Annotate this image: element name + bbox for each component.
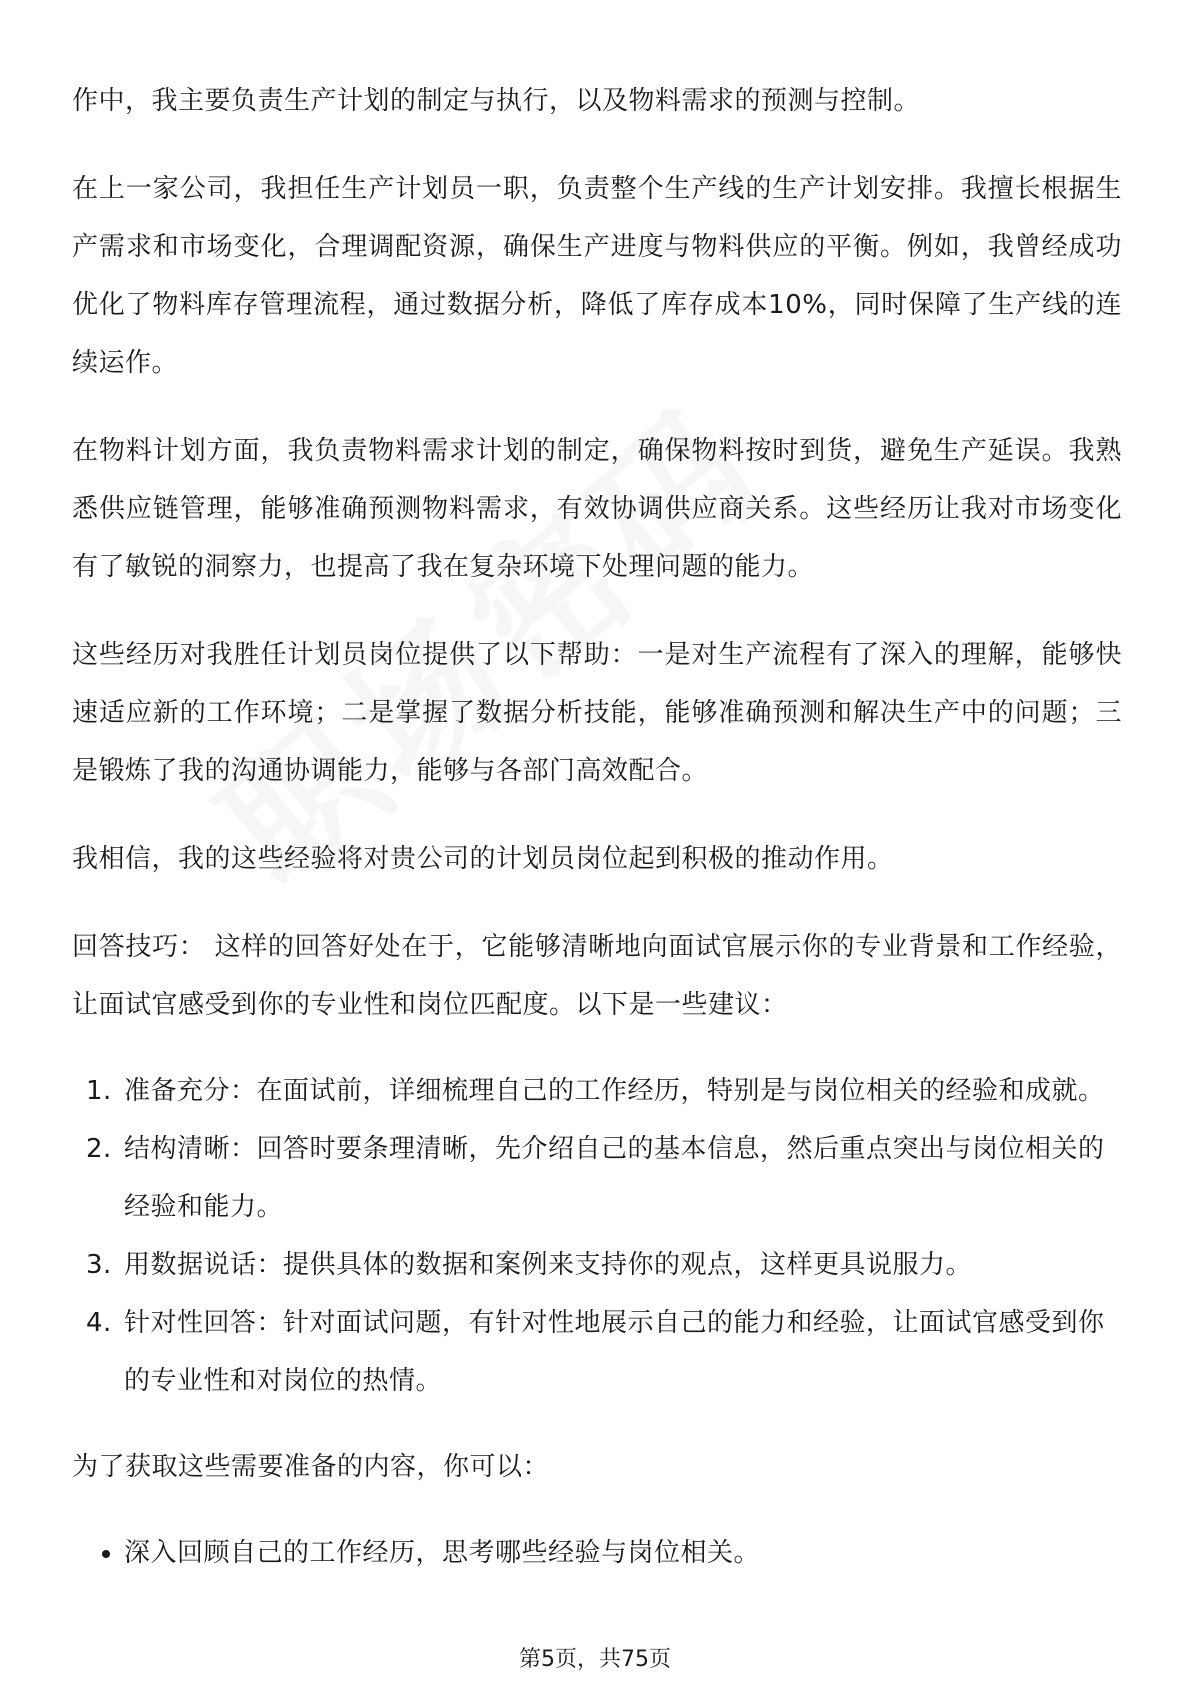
paragraph-previous-company: 在上一家公司，我担任生产计划员一职，负责整个生产线的生产计划安排。我擅长根据生产需求和市场变化，合理调配资源，确保生产进度与物料供应的平衡。例如，我曾经成功优化了物料库存管理流程，通过数据分析，降低了库存成本10%，同时保障了生产线的连续运作。 — [72, 174, 1122, 378]
list-number: 4. — [86, 1308, 112, 1338]
paragraph-material-planning: 在物料计划方面，我负责物料需求计划的制定，确保物料按时到货，避免生产延误。我熟悉供应链管理，能够准确预测物料需求，有效协调供应商关系。这些经历让我对市场变化有了敏锐的洞察力，也提高了我在复杂环境下处理问题的能力。 — [72, 436, 1122, 582]
list-number: 1. — [86, 1076, 112, 1106]
list-item — [72, 1062, 1122, 1120]
list-item-text: 针对性回答：针对面试问题，有针对性地展示自己的能力和经验，让面试官感受到你的专业性和对岗位的热情。 — [124, 1308, 1105, 1396]
bullet-item — [72, 1524, 1122, 1582]
page-content — [72, 72, 1122, 1582]
bullet-item-text: 深入回顾自己的工作经历，思考哪些经验与岗位相关。 — [124, 1538, 761, 1568]
paragraph-intro-continuation: 作中，我主要负责生产计划的制定与执行，以及物料需求的预测与控制。 — [72, 86, 921, 116]
preparation-list — [72, 1524, 1122, 1582]
tips-list — [72, 1062, 1122, 1410]
paragraph-answer-tips: 回答技巧： 这样的回答好处在于，它能够清晰地向面试官展示你的专业背景和工作经验，让面试官感受到你的专业性和岗位匹配度。以下是一些建议： — [72, 932, 1122, 1020]
list-item-text: 用数据说话：提供具体的数据和案例来支持你的观点，这样更具说服力。 — [124, 1250, 973, 1280]
bullet-dot-icon — [102, 1550, 110, 1558]
list-item-text: 结构清晰：回答时要条理清晰，先介绍自己的基本信息，然后重点突出与岗位相关的经验和能力。 — [124, 1134, 1105, 1222]
list-item-text: 准备充分：在面试前，详细梳理自己的工作经历，特别是与岗位相关的经验和成就。 — [124, 1076, 1105, 1106]
paragraph-benefits: 这些经历对我胜任计划员岗位提供了以下帮助：一是对生产流程有了深入的理解，能够快速适应新的工作环境；二是掌握了数据分析技能，能够准确预测和解决生产中的问题；三是锻炼了我的沟通协调能力，能够与各部门高效配合。 — [72, 640, 1122, 786]
list-number: 2. — [86, 1134, 112, 1164]
paragraph-preparation: 为了获取这些需要准备的内容，你可以： — [72, 1452, 550, 1482]
list-item — [72, 1120, 1122, 1236]
list-number: 3. — [86, 1250, 112, 1280]
page-number-footer: 第5页，共75页 — [519, 1647, 671, 1672]
list-item — [72, 1236, 1122, 1294]
list-item — [72, 1294, 1122, 1410]
paragraph-conclusion: 我相信，我的这些经验将对贵公司的计划员岗位起到积极的推动作用。 — [72, 844, 894, 874]
